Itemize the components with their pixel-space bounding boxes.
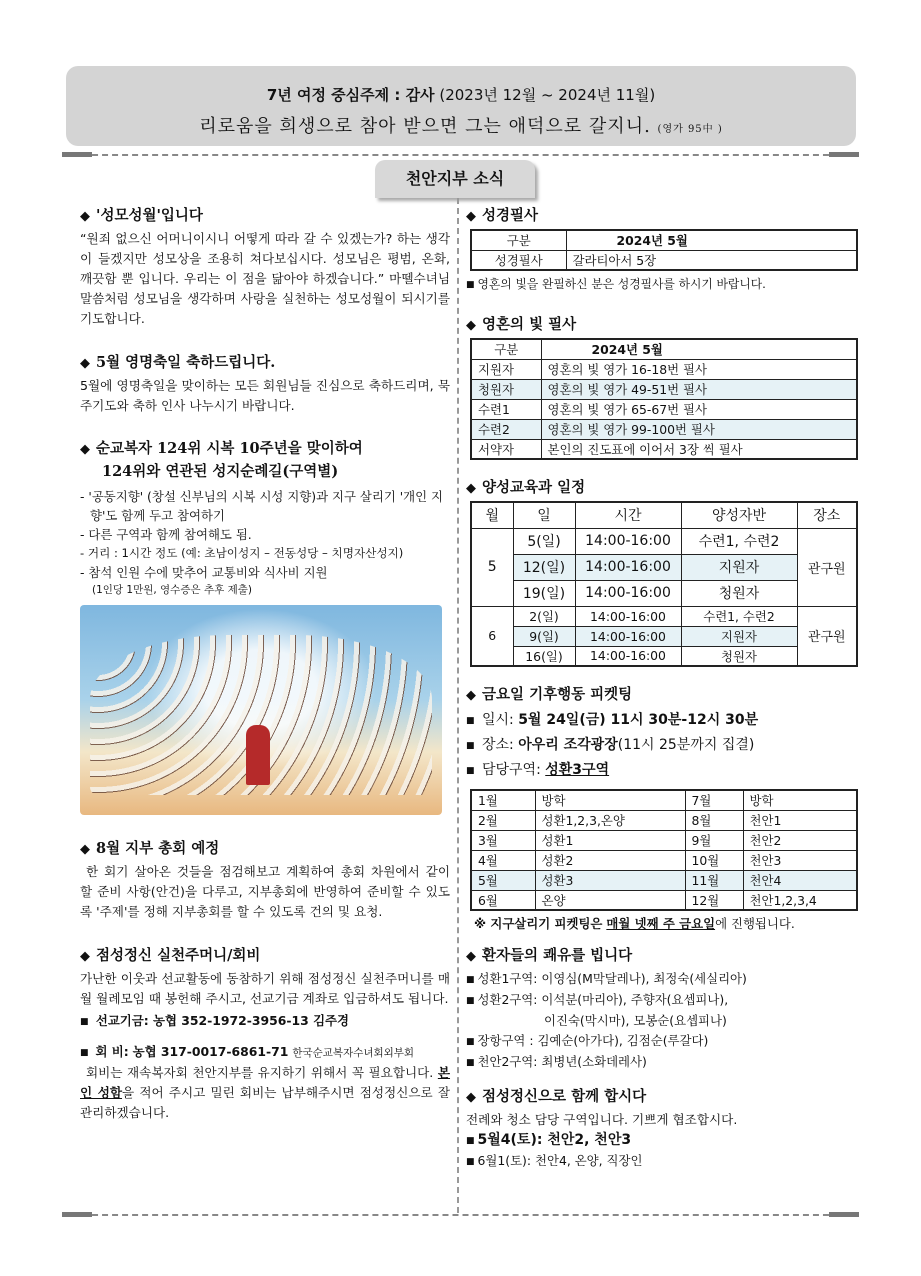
table-cell: 영혼의 빛 영가 65-67번 필사 [541,399,857,419]
diamond-icon: ◆ [466,1090,476,1105]
header-banner [66,66,856,146]
table-cell: 10월 [685,850,743,870]
table-cell: 성환3 [535,870,685,890]
table-cell: 청원자 [471,379,541,399]
table-cell: 9(일) [513,626,575,646]
table-cell: 5월 [471,870,535,890]
table-cell: 2월 [471,810,535,830]
table-cell: 5(일) [513,528,575,554]
pilgrimage-bullet-4: - 참석 인원 수에 맞추어 교통비와 식사비 지원 [80,565,328,580]
spirit-pouch-body: 가난한 이웃과 선교활동에 동참하기 위해 점성정신 실천주머니를 매월 월례모임 때 봉헌해 주시고, 선교기금 계좌로 입금하셔도 됩니다. [80,971,450,1006]
together-item-2: ■ 6월1(토): 천안4, 온양, 직장인 [466,1151,861,1172]
left-column [80,200,450,1123]
bottom-divider-cap-right [829,1212,859,1217]
table-cell: 14:00-16:00 [575,528,681,554]
table-cell: 영혼의 빛 영가 16-18번 필사 [541,359,857,379]
diamond-icon: ◆ [466,209,476,224]
table-cell: 천안3 [743,850,857,870]
verse-line [66,112,856,138]
table-cell: 수련1, 수련2 [681,606,797,626]
diamond-icon: ◆ [466,688,476,703]
heading-climate-picketing: ◆ 금요일 기후행동 피켓팅 [466,686,633,703]
theme-period: (2023년 12월 ~ 2024년 11월) [439,86,656,104]
membership-fee-account: ■ 회 비: 농협 317-0017-6861-71 한국순교복자수녀회외부회 [80,1042,450,1063]
pilgrimage-bullet-2: - 다른 구역과 함께 참여해도 됨. [80,527,252,542]
table-cell: 14:00-16:00 [575,580,681,606]
table-cell: 19(일) [513,580,575,606]
section-title: 천안지부 소식 [375,160,535,198]
table-cell: 서약자 [471,439,541,459]
heading-spirit-pouch: ◆ 점성정신 실천주머니/회비 [80,947,261,964]
table-cell: 천안1 [743,810,857,830]
table-cell: 14:00-16:00 [575,606,681,626]
table-header: 2024년 5월 [541,339,857,359]
table-cell: 16(일) [513,646,575,666]
table-header: 구분 [471,339,541,359]
picketing-footnote: ※ 지구살리기 피켓팅은 매월 넷째 주 금요일에 진행됩니다. [474,916,795,931]
table-cell: 수련1, 수련2 [681,528,797,554]
table-cell: 관구원 [797,606,857,666]
table-header: 장소 [797,502,857,528]
pilgrimage-bullet-3: - 거리 : 1시간 정도 (예: 초남이성지 – 전동성당 – 치명자산성지) [80,546,404,560]
table-cell: 9월 [685,830,743,850]
table-cell: 4월 [471,850,535,870]
table-cell: 천안2 [743,830,857,850]
soul-light-table [470,338,858,460]
verse-ref: (영가 95中 ) [657,124,723,135]
diamond-icon: ◆ [80,356,90,371]
pilgrimage-note: (1인당 1만원, 영수증은 추후 제출) [92,584,252,596]
top-divider [62,154,859,156]
table-cell: 방학 [743,790,857,810]
table-cell: 성환1,2,3,온양 [535,810,685,830]
top-divider-cap-left [62,152,92,157]
together-body: 전례와 청소 담당 구역입니다. 기쁘게 협조합시다. [466,1112,738,1127]
table-cell: 12(일) [513,554,575,580]
top-divider-cap-right [829,152,859,157]
diamond-icon: ◆ [466,949,476,964]
right-column [466,200,861,1172]
patients-line: ■ 성환2구역: 이석분(마리아), 주향자(요셉피나), [466,990,861,1011]
table-cell: 7월 [685,790,743,810]
martyrs-mural-image [80,605,442,815]
table-header: 구분 [471,230,566,250]
table-cell: 성경필사 [471,250,566,270]
table-cell: 천안4 [743,870,857,890]
table-cell: 11월 [685,870,743,890]
picketing-place: ■ 장소: 아우리 조각광장(11시 25분까지 집결) [466,733,861,758]
table-cell: 3월 [471,830,535,850]
table-header: 일 [513,502,575,528]
patients-line: ■ 장항구역 : 김예순(아가다), 김점순(루갈다) [466,1031,861,1052]
heading-bible-copying: ◆ 성경필사 [466,207,539,224]
general-assembly-body: 한 회기 살아온 것들을 점검해보고 계획하여 총회 차원에서 같이 할 준비 사항(안건)을 다루고, 지부총회에 반영하여 준비할 수 있도록 '주제'를 정해 지부총회를 할 수 있도록 건의 및 요청. [80,864,450,919]
table-cell: 수련2 [471,419,541,439]
heading-pilgrimage: ◆ 순교복자 124위 시복 10주년을 맞이하여 124위와 연관된 성지순례길(구역별) [80,440,363,480]
heading-formation-schedule: ◆ 양성교육과 일정 [466,479,586,496]
table-cell: 1월 [471,790,535,810]
theme-title: 7년 여정 중심주제 : 감사 [266,86,435,104]
theme-line [66,84,856,105]
picketing-rotation-table [470,789,858,911]
heading-marian-month: ◆ '성모성월'입니다 [80,207,203,224]
table-cell: 14:00-16:00 [575,554,681,580]
heading-patients-prayer: ◆ 환자들의 쾌유를 빕니다 [466,947,633,964]
patients-line: ■ 천안2구역: 최병년(소화데레사) [466,1052,861,1073]
table-cell: 방학 [535,790,685,810]
pilgrimage-bullet-1: - '공동지향' (창설 신부님의 시복 시성 지향)과 지구 살리기 '개인 지향'도 함께 두고 참여하기 [80,489,443,523]
table-cell: 청원자 [681,646,797,666]
diamond-icon: ◆ [80,209,90,224]
diamond-icon: ◆ [466,318,476,333]
table-cell: 14:00-16:00 [575,646,681,666]
table-cell: 청원자 [681,580,797,606]
table-cell: 6 [471,606,513,666]
table-cell: 2(일) [513,606,575,626]
table-header: 월 [471,502,513,528]
table-cell: 성환2 [535,850,685,870]
patients-line: 이진숙(막시마), 모봉순(요셉피나) [544,1013,727,1028]
table-cell: 12월 [685,890,743,910]
bottom-divider-cap-left [62,1212,92,1217]
mission-fund-account: ■ 선교기금: 농협 352-1972-3956-13 김주경 [80,1011,450,1032]
verse-text: 리로움을 희생으로 참아 받으면 그는 애덕으로 갈지니. [199,116,651,137]
heading-feast-day: ◆ 5월 영명축일 축하드립니다. [80,354,276,371]
bible-copying-note: ■ 영혼의 빛을 완필하신 분은 성경필사를 하시기 바랍니다. [466,274,861,295]
table-cell: 8월 [685,810,743,830]
table-cell: 5 [471,528,513,606]
table-cell: 14:00-16:00 [575,626,681,646]
heading-soul-light: ◆ 영혼의 빛 필사 [466,316,577,333]
table-cell: 영혼의 빛 영가 99-100번 필사 [541,419,857,439]
table-header: 시간 [575,502,681,528]
membership-fee-body: 회비는 재속복자회 천안지부를 유지하기 위해서 꼭 필요합니다. 본인 성함을 적어 주시고 밀린 회비는 납부해주시면 점성정신으로 잘 관리하겠습니다. [80,1065,451,1120]
bible-copying-table [470,229,858,271]
heading-general-assembly: ◆ 8월 지부 총회 예정 [80,840,220,857]
table-cell: 영혼의 빛 영가 49-51번 필사 [541,379,857,399]
patients-line: ■ 성환1구역: 이영심(M막달레나), 최정숙(세실리아) [466,969,861,990]
together-item-1: ■ 5월4(토): 천안2, 천안3 [466,1130,861,1151]
diamond-icon: ◆ [80,949,90,964]
diamond-icon: ◆ [80,842,90,857]
diamond-icon: ◆ [80,442,90,457]
table-cell: 관구원 [797,528,857,606]
table-cell: 본인의 진도표에 이어서 3장 씩 필사 [541,439,857,459]
table-cell: 천안1,2,3,4 [743,890,857,910]
feast-day-body: 5월에 영명축일을 맞이하는 모든 회원님들 진심으로 축하드리며, 묵주기도와 축하 인사 나누시기 바랍니다. [80,378,450,413]
table-header: 2024년 5월 [566,230,857,250]
table-cell: 온양 [535,890,685,910]
table-cell: 수련1 [471,399,541,419]
diamond-icon: ◆ [466,481,476,496]
picketing-area: ■ 담당구역: 성환3구역 [466,758,861,783]
picketing-date: ■ 일시: 5월 24일(금) 11시 30분-12시 30분 [466,708,861,733]
table-cell: 갈라티아서 5장 [566,250,857,270]
table-cell: 6월 [471,890,535,910]
mural-central-figure [246,725,270,785]
table-header: 양성자반 [681,502,797,528]
formation-schedule-table [470,501,858,667]
column-divider [457,198,459,1213]
table-cell: 지원자 [471,359,541,379]
table-cell: 성환1 [535,830,685,850]
table-cell: 지원자 [681,626,797,646]
marian-month-body: “원죄 없으신 어머니이시니 어떻게 따라 갈 수 있겠는가? 하는 생각이 들겠지만 성모상을 조용히 쳐다보십시다. 성모님은 평범, 온화, 깨끗함 뿐 입니다. 우리는 이 점을 닮아야 하겠습니다.” 마뗄수녀님 말씀처럼 성모님을 생각하며 사랑을 실천하는 성모성월이 되시기를 기도합니다. [80,231,450,326]
bottom-divider [62,1214,859,1216]
heading-together: ◆ 점성정신으로 함께 합시다 [466,1088,647,1105]
table-cell: 지원자 [681,554,797,580]
